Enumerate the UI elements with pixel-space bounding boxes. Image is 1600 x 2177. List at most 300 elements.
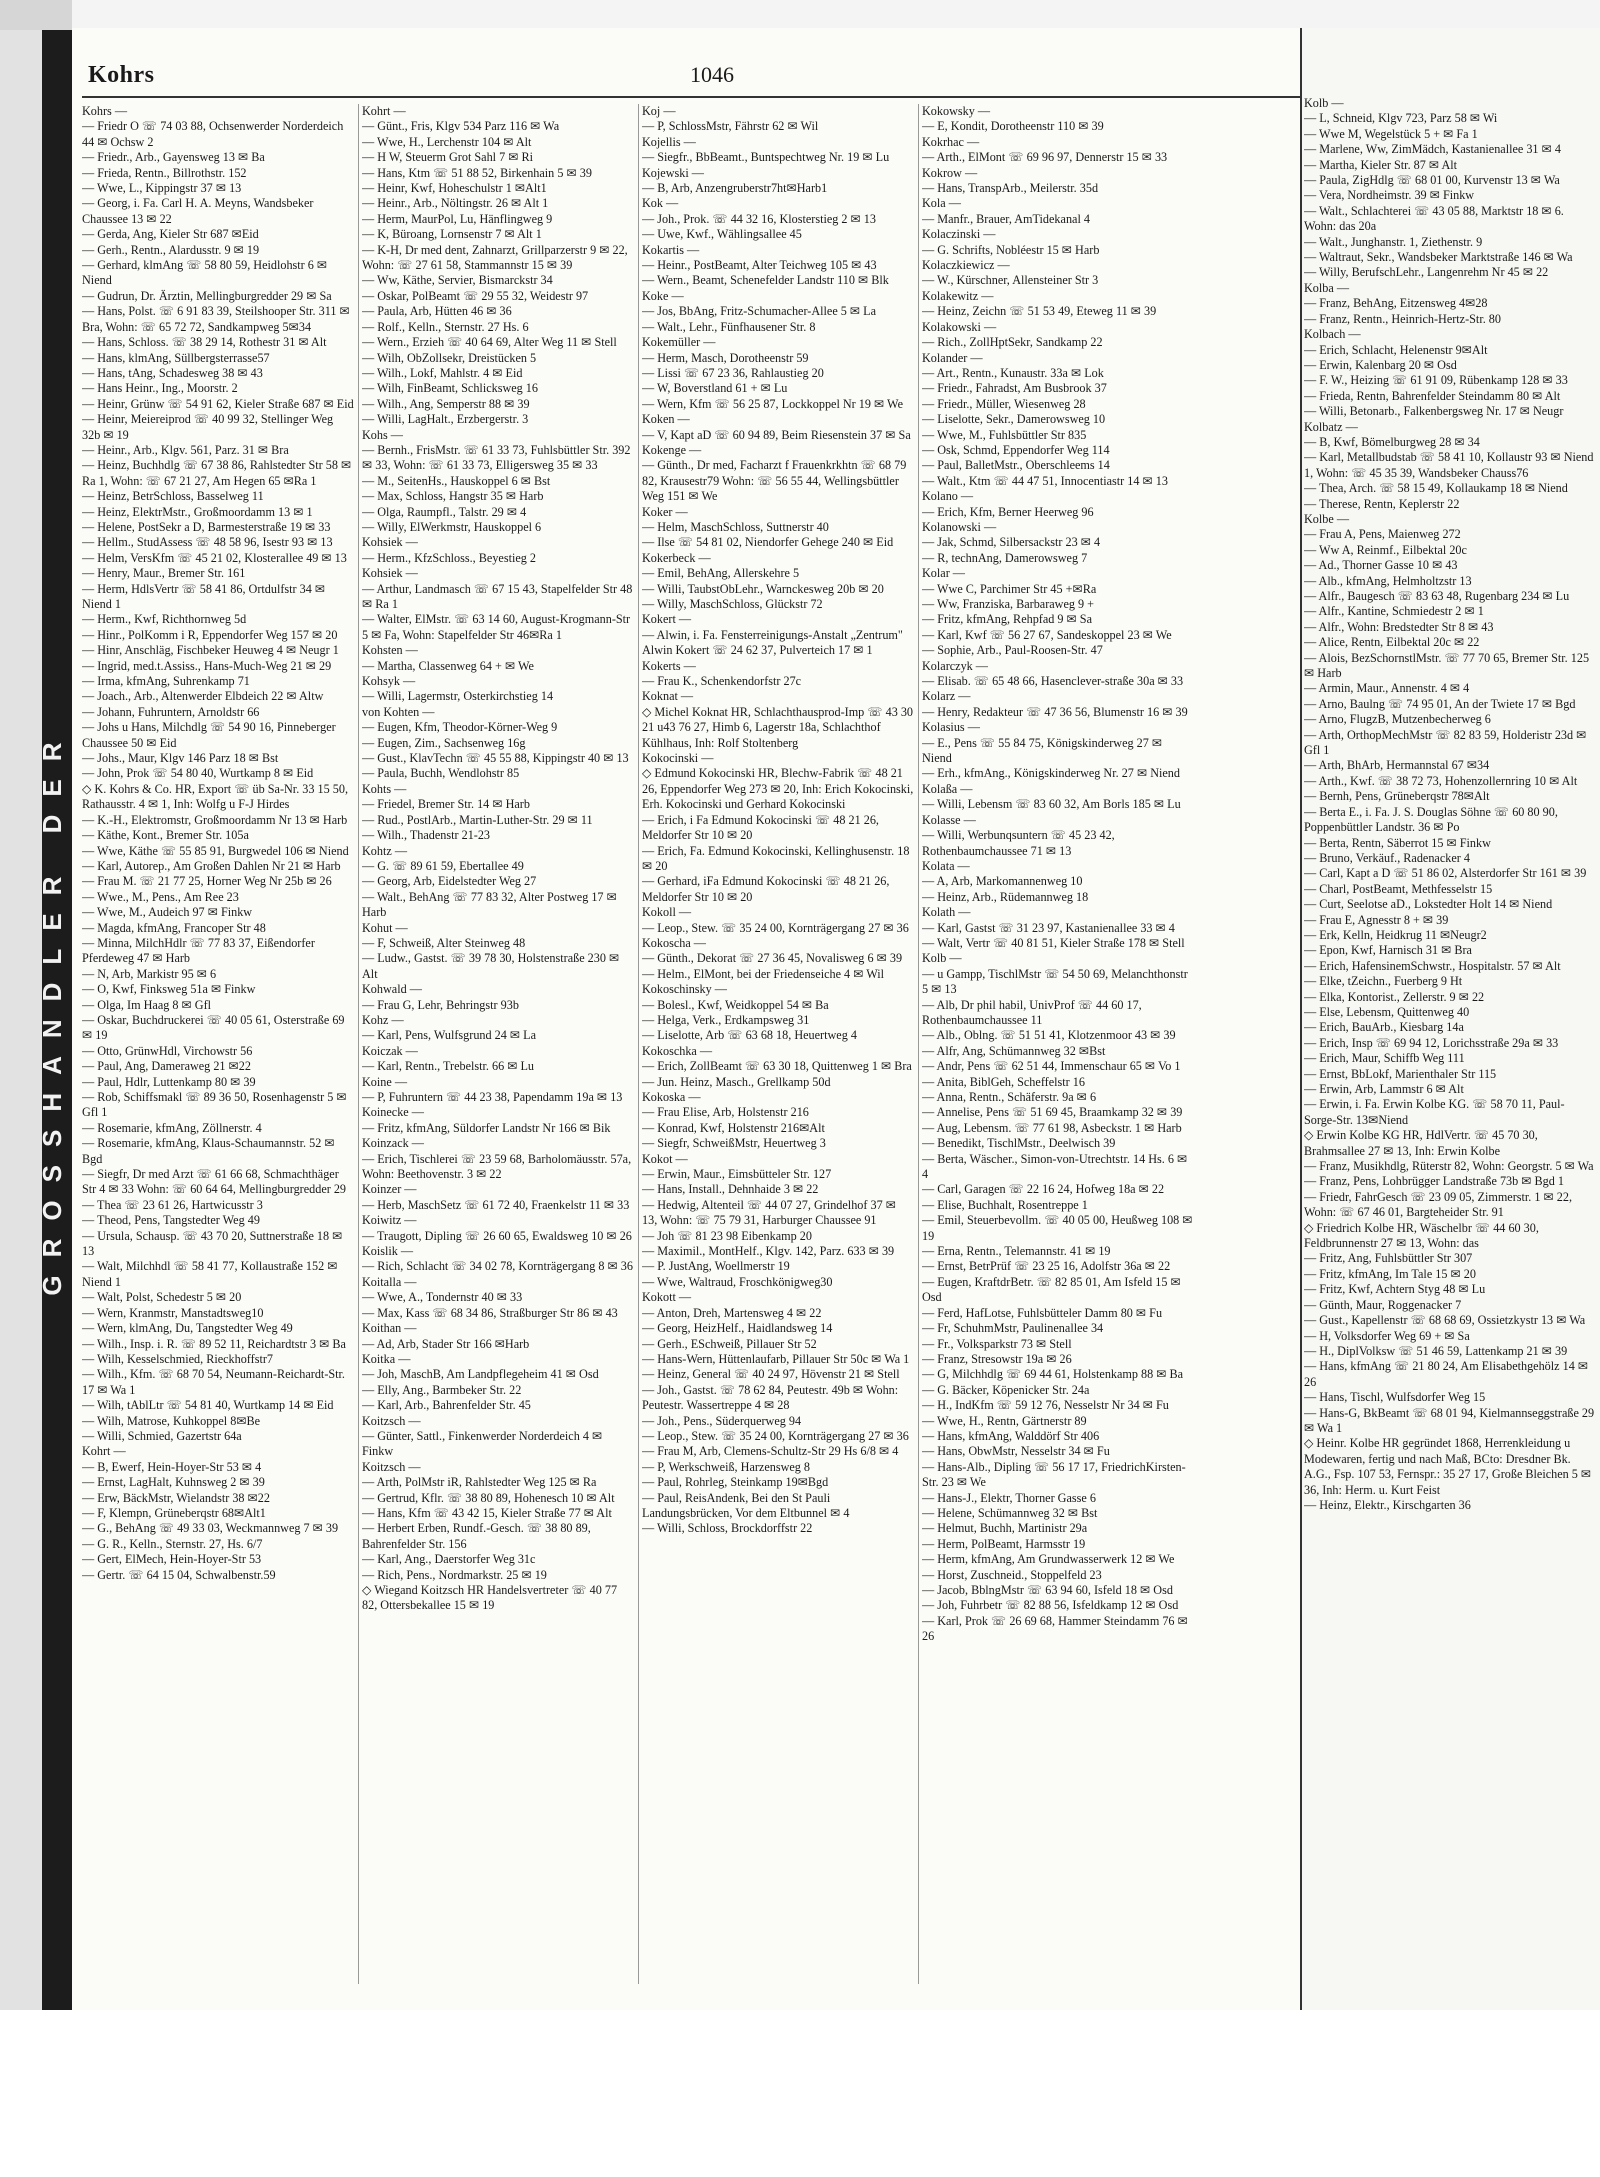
directory-entry: Kohsyk — (362, 674, 416, 689)
directory-entry: — Heinr., Arb., Klgv. 561, Parz. 31 ✉ Bra (82, 442, 289, 457)
directory-entry: — Heinr, Kwf, Hoheschulstr 1 ✉Alt1 (362, 181, 547, 196)
directory-entry: — G. Schrifts, Nobléestr 15 ✉ Harb (922, 242, 1100, 257)
directory-entry: — Johs u Hans, Milchdlg ☏ 54 90 16, Pinneberger Chaussee 50 ✉ Eid (82, 720, 336, 750)
directory-entry: — Heinz, Elektr., Kirschgarten 36 (1304, 1497, 1471, 1512)
directory-entry: — H., DiplVolksw ☏ 51 46 59, Lattenkamp 21 ✉ 39 (1304, 1343, 1568, 1358)
directory-entry: — Friedel, Bremer Str. 14 ✉ Harb (362, 797, 530, 812)
directory-entry: — Herm., KfzSchloss., Beyestieg 2 (362, 550, 536, 565)
directory-entry: — Rich., ZollHptSekr, Sandkamp 22 (922, 335, 1103, 350)
directory-entry: — Charl, PostBeamt, Methfesselstr 15 (1304, 881, 1493, 896)
directory-entry: — Else, Lebensm, Quittenweg 40 (1304, 1004, 1470, 1019)
directory-entry: Kokerbeck — (642, 550, 711, 565)
directory-entry: Kolasius — (922, 720, 980, 735)
directory-entry: Kolano — (922, 489, 974, 504)
directory-entry: — Franz, Rentn., Heinrich-Hertz-Str. 80 (1304, 311, 1501, 326)
directory-entry: — Irma, kfmAng, Suhrenkamp 71 (82, 674, 250, 689)
directory-entry: — Wilh, ObZollsekr, Dreistücken 5 (362, 350, 537, 365)
directory-entry: — Paula, Buchh, Wendlohstr 85 (362, 766, 520, 781)
directory-entry: — Joh., Gastst. ☏ 78 62 84, Peutestr. 49b ✉ Wohn: Peutestr. Wassertreppe 4 ✉ 28 (642, 1382, 899, 1413)
directory-entry: — Arth, OrthopMechMstr ☏ 82 83 59, Holderistr 23d ✉ Gfl 1 (1304, 727, 1587, 758)
directory-entry: — Georg, HeizHelf., Haidlandsweg 14 (642, 1321, 833, 1336)
directory-entry: — Benedikt, TischlMstr., Deelwisch 39 (922, 1136, 1116, 1151)
directory-entry: Kojellis — (642, 134, 696, 149)
directory-entry: — Walter, ElMstr. ☏ 63 14 60, August-Krogmann-Str 5 ✉ Fa, Wohn: Stapelfelder Str 46✉Ra 1 (362, 612, 631, 642)
directory-entry: — Günth., Dekorat ☏ 27 36 45, Novalisweg 6 ✉ 39 (642, 951, 903, 966)
directory-entry: — Art., Rentn., Kunaustr. 33a ✉ Lok (922, 365, 1104, 380)
directory-entry: — P, SchlossMstr, Fährstr 62 ✉ Wil (642, 119, 819, 134)
directory-entry: — Hellm., StudAssess ☏ 48 58 96, Isestr 93 ✉ 13 (82, 535, 333, 550)
directory-entry: — Martha, Kieler Str. 87 ✉ Alt (1304, 157, 1458, 172)
directory-entry: ◇ K. Kohrs & Co. HR, Export ☏ üb Sa-Nr. 33 15 50, Rathausstr. 4 ✉ 1, Inh: Wolfg u F-J Hirdes (82, 781, 348, 812)
column-divider (918, 104, 919, 1984)
directory-entry: — Anna, Rentn., Schäferstr. 9a ✉ 6 (922, 1090, 1097, 1104)
directory-entry: — G, Milchhdlg ☏ 69 44 61, Holstenkamp 88 ✉ Ba (922, 1367, 1184, 1382)
directory-entry: — O, Kwf, Finksweg 51a ✉ Finkw (82, 982, 256, 997)
directory-entry: — Vera, Nordheimstr. 39 ✉ Finkw (1304, 188, 1475, 203)
directory-entry: — Bolesl., Kwf, Weidkoppel 54 ✉ Ba (642, 997, 829, 1012)
directory-entry: — Gudrun, Dr. Ärztin, Mellingburgredder 29 ✉ Sa (82, 288, 332, 303)
directory-entry: — Annelise, Pens ☏ 51 69 45, Braamkamp 32 ✉ 39 (922, 1105, 1183, 1120)
directory-entry: — Joh., Pens., Süderquerweg 94 (642, 1413, 802, 1428)
directory-entry: — Ad., Thorner Gasse 10 ✉ 43 (1304, 558, 1458, 573)
directory-entry: — Heinz, ElektrMstr., Großmoordamm 13 ✉ 1 (82, 504, 313, 519)
directory-entry: — Hans, Ktm ☏ 51 88 52, Birkenhain 5 ✉ 39 (362, 165, 592, 180)
directory-entry: Kohsten — (362, 643, 418, 658)
directory-entry: — Wern, klmAng, Du, Tangstedter Weg 49 (82, 1321, 293, 1336)
directory-entry: Kohrt — (362, 104, 406, 118)
directory-entry: — Ilse ☏ 54 81 02, Niendorfer Gehege 240 ✉ Eid (642, 535, 894, 550)
directory-entry: — Gertr. ☏ 64 15 04, Schwalbenstr.59 (82, 1567, 276, 1582)
directory-entry: Kokowsky — (922, 104, 991, 118)
directory-entry: — Konrad, Kwf, Holstenstr 216✉Alt (642, 1120, 825, 1135)
directory-entry: Kolar — (922, 566, 965, 581)
directory-entry: — Siegfr, Dr med Arzt ☏ 61 66 68, Schmachthäger Str 4 ✉ 33 Wohn: ☏ 60 64 64, Mellingburgredder 29 (82, 1167, 347, 1197)
directory-entry: — Walt, Milchhdl ☏ 58 41 77, Kollaustraße 152 ✉ Niend 1 (82, 1259, 338, 1289)
directory-entry: — Heinr, Grünw ☏ 54 91 62, Kieler Straße 687 ✉ Eid (82, 396, 354, 411)
directory-entry: Koj — (642, 104, 676, 118)
directory-entry: — Henry, Redakteur ☏ 47 36 56, Blumenstr 16 ✉ 39 (922, 704, 1188, 719)
directory-entry: — Walt, Polst, Schedestr 5 ✉ 20 (82, 1290, 242, 1305)
directory-entry: — Fritz, kfmAng, Rehpfad 9 ✉ Sa (922, 612, 1092, 627)
directory-entry: — Andr, Pens ☏ 62 51 44, Immenschaur 65 ✉ Vo 1 (922, 1059, 1181, 1074)
directory-entry: — Fr., Volksparkstr 73 ✉ Stell (922, 1336, 1072, 1351)
directory-entry: — Otto, GrünwHdl, Virchowstr 56 (82, 1043, 253, 1058)
directory-entry: — Wwe, H., Lerchenstr 104 ✉ Alt (362, 134, 532, 149)
directory-entry: — E, Kondit, Dorotheenstr 110 ✉ 39 (922, 119, 1104, 134)
directory-entry: — Erich, ZollBeamt ☏ 63 30 18, Quittenweg 1 ✉ Bra (642, 1059, 912, 1074)
directory-entry: — Walt., Lehr., Fünfhausener Str. 8 (642, 319, 816, 334)
directory-entry: — Wwe C, Parchimer Str 45 +✉Ra (922, 581, 1097, 596)
directory-entry: — Hans-G, BkBeamt ☏ 68 01 94, Kielmannseggstraße 29 ✉ Wa 1 (1304, 1405, 1595, 1435)
directory-entry: — Elke, tZeichn., Fuerberg 9 Ht (1304, 974, 1463, 989)
directory-entry: Kolarz — (922, 689, 971, 704)
directory-entry: — Thea, Arch. ☏ 58 15 49, Kollaukamp 18 ✉ Niend (1304, 481, 1568, 496)
directory-entry: Kolata — (922, 858, 970, 873)
directory-entry: Kolaczinski — (922, 227, 996, 242)
directory-entry: — Gerhard, klmAng ☏ 58 80 59, Heidlohstr 6 ✉ Niend (82, 258, 328, 288)
directory-entry: — Wwe, A., Tondernstr 40 ✉ 33 (362, 1290, 523, 1305)
directory-entry: — H., IndKfm ☏ 59 12 76, Nesselstr Nr 34 ✉ Fu (922, 1398, 1169, 1413)
directory-column-2 (362, 104, 634, 1984)
directory-entry: Koitzsch — (362, 1459, 421, 1474)
directory-entry: — Erich, Schlacht, Helenenstr 9✉Alt (1304, 342, 1488, 357)
directory-entry: — Alwin, i. Fa. Fensterreinigungs-Anstalt „Zentrum" Alwin Kokert ☏ 24 62 37, Pulverteich 17 ✉ 1 (642, 627, 903, 658)
directory-entry: — W., Kürschner, Allensteiner Str 3 (922, 273, 1099, 288)
directory-entry: — Heinz, General ☏ 40 24 97, Hövenstr 21 ✉ Stell (642, 1367, 900, 1382)
directory-entry: — Wilh., Lokf, Mahlstr. 4 ✉ Eid (362, 365, 523, 380)
directory-entry: — Berta E., i. Fa. J. S. Douglas Söhne ☏ 60 80 90, Poppenbüttler Landstr. 36 ✉ Po (1304, 804, 1558, 835)
directory-entry: Kokocinski — (642, 751, 714, 766)
directory-entry: — Fritz, Kwf, Achtern Styg 48 ✉ Lu (1304, 1282, 1486, 1297)
directory-entry: — Theod, Pens, Tangstedter Weg 49 (82, 1213, 260, 1228)
directory-entry: — Wwe, M., Audeich 97 ✉ Finkw (82, 905, 253, 920)
directory-entry: — Erwin, i. Fa. Erwin Kolbe KG. ☏ 58 70 11, Paul-Sorge-Str. 13✉Niend (1304, 1097, 1565, 1127)
directory-entry: — Willi, TaubstObLehr., Warnckesweg 20b ✉ 20 (642, 581, 884, 596)
directory-entry: — Max, Schloss, Hangstr 35 ✉ Harb (362, 489, 544, 504)
directory-entry: — Helm., ElMont, bei der Friedenseiche 4 ✉ Wil (642, 966, 885, 981)
directory-entry: Kokoschka — (642, 1043, 713, 1058)
directory-entry: — Günth, Maur, Roggenacker 7 (1304, 1297, 1462, 1312)
directory-entry: — Rosemarie, kfmAng, Klaus-Schaumannstr. 52 ✉ Bgd (82, 1136, 335, 1166)
directory-entry: Kohz — (362, 1012, 404, 1027)
directory-entry: — Walt., BehAng ☏ 77 83 32, Alter Postweg 17 ✉ Harb (362, 889, 617, 920)
directory-entry: — Arth, PolMstr iR, Rahlstedter Weg 125 ✉ Ra (362, 1475, 597, 1490)
directory-entry: — Ursula, Schausp. ☏ 43 70 20, Suttnerstraße 18 ✉ 13 (82, 1228, 343, 1259)
directory-entry: — Bernh., FrisMstr. ☏ 61 33 73, Fuhlsbüttler Str. 392 ✉ 33, Wohn: ☏ 61 33 73, Elligersweg 35 ✉ 33 (362, 442, 631, 473)
directory-entry: — Paul, Ang, Dameraweg 21 ✉22 (82, 1059, 251, 1074)
directory-entry: Kohwald — (362, 982, 422, 997)
spine-label: GROSSHANDLER DER (37, 724, 67, 1296)
directory-entry: — Erh., kfmAng., Königskinderweg Nr. 27 ✉ Niend (922, 766, 1180, 781)
directory-entry: — Gerhard, iFa Edmund Kokocinski ☏ 48 21 26, Meldorfer Str 10 ✉ 20 (642, 874, 890, 904)
directory-entry: — Hedwig, Altenteil ☏ 44 07 27, Grindelhof 37 ✉ 13, Wohn: ☏ 75 79 31, Harburger Chaussee 91 (642, 1197, 896, 1228)
directory-entry: Koinecke — (362, 1105, 424, 1120)
directory-entry: — Jak, Schmd, Silbersackstr 23 ✉ 4 (922, 535, 1101, 550)
directory-entry: Kokoschinsky — (642, 982, 727, 997)
directory-entry: — Heinr., Arb., Nöltingstr. 26 ✉ Alt 1 (362, 196, 549, 211)
directory-entry: — Alois, BezSchornstlMstr. ☏ 77 70 65, Bremer Str. 125 ✉ Harb (1304, 650, 1590, 681)
directory-entry: — Gerda, Ang, Kieler Str 687 ✉Eid (82, 227, 259, 242)
directory-entry: — Franz, BehAng, Eitzensweg 4✉28 (1304, 296, 1488, 311)
directory-entry: — Jun. Heinz, Masch., Grellkamp 50d (642, 1074, 831, 1089)
directory-entry: — Emil, BehAng, Allerskehre 5 (642, 566, 800, 581)
directory-entry: — Helene, Schümannweg 32 ✉ Bst (922, 1505, 1098, 1520)
directory-entry: Kolakowski — (922, 319, 997, 334)
directory-entry: — Elisab. ☏ 65 48 66, Hasenclever-straße 30a ✉ 33 (922, 674, 1184, 689)
page-header-name: Kohrs (88, 62, 155, 88)
directory-entry: — Emil, Steuerbevollm. ☏ 40 05 00, Heußweg 108 ✉ 19 (922, 1213, 1193, 1243)
directory-entry: Koinzack — (362, 1136, 424, 1151)
directory-column-4 (922, 104, 1194, 1984)
directory-entry: — Alb., Oblng. ☏ 51 51 41, Klotzenmoor 43 ✉ 39 (922, 1028, 1176, 1043)
directory-entry: — Ad, Arb, Stader Str 166 ✉Harb (362, 1336, 530, 1351)
directory-entry: ◇ Erwin Kolbe KG HR, HdlVertr. ☏ 45 70 30, Brahmsallee 27 ✉ 13, Inh: Erwin Kolbe (1304, 1128, 1538, 1158)
directory-entry: — Frau E, Agnesstr 8 + ✉ 39 (1304, 912, 1449, 927)
directory-entry: — Olga, Raumpfl., Talstr. 29 ✉ 4 (362, 504, 527, 519)
directory-entry: — K-H, Dr med dent, Zahnarzt, Grillparzerstr 9 ✉ 22, Wohn: ☏ 27 61 58, Stammannstr 15 ✉ 39 (362, 242, 628, 273)
directory-entry: ◇ Michel Koknat HR, Schlachthausprod-Imp ☏ 43 30 21 u43 76 27, Himb 6, Lagerstr 18a, Schlachthof Kühlhaus, Inh: Rolf Stoltenberg (642, 704, 914, 750)
directory-entry: — Joh ☏ 81 23 98 Eibenkamp 20 (642, 1228, 812, 1243)
directory-entry: — Wern, Kfm ☏ 56 25 87, Lockkoppel Nr 19 ✉ We (642, 396, 903, 411)
directory-entry: — Erwin, Maur., Eimsbütteler Str. 127 (642, 1167, 832, 1182)
directory-entry: Kokert — (642, 612, 692, 627)
directory-entry: — Willy, MaschSchloss, Glückstr 72 (642, 597, 823, 611)
directory-entry: — Paul, BalletMstr., Oberschleems 14 (922, 458, 1110, 473)
directory-entry: — Rosemarie, kfmAng, Zöllnerstr. 4 (82, 1120, 262, 1135)
directory-entry: — Ww, Käthe, Servier, Bismarckstr 34 (362, 273, 553, 288)
directory-entry: Kolbatz — (1304, 419, 1358, 434)
header-rule (82, 96, 1302, 98)
directory-entry: — Heinz, Buchhdlg ☏ 67 38 86, Rahlstedter Str 58 ✉ Ra 1, Wohn: ☏ 67 21 27, Am Hegen 65 ✉Ra 1 (82, 458, 352, 488)
directory-entry: — Rolf., Kelln., Sternstr. 27 Hs. 6 (362, 319, 529, 334)
directory-entry: — Carl, Garagen ☏ 22 16 24, Hofweg 18a ✉ 22 (922, 1182, 1165, 1197)
directory-entry: Koiwitz — (362, 1213, 417, 1228)
directory-entry: — Hinr., PolKomm i R, Eppendorfer Weg 157 ✉ 20 (82, 627, 338, 642)
directory-entry: — Frieda, Rentn, Bahrenfelder Steindamm 80 ✉ Alt (1304, 388, 1561, 403)
directory-entry: — W, Boverstland 61 + ✉ Lu (642, 381, 788, 396)
directory-entry: — G. Bäcker, Köpenicker Str. 24a (922, 1382, 1090, 1397)
directory-entry: — Max, Kass ☏ 68 34 86, Straßburger Str 86 ✉ 43 (362, 1305, 618, 1320)
directory-entry: — Karl, Gastst ☏ 31 23 97, Kastanienallee 33 ✉ 4 (922, 920, 1175, 935)
directory-entry: — F, Klempn, Grüneberqstr 68✉Alt1 (82, 1505, 266, 1520)
directory-entry: — Erich, Insp ☏ 69 94 12, Lorichsstraße 29a ✉ 33 (1304, 1035, 1559, 1050)
directory-entry: — Erich, Tischlerei ☏ 23 59 68, Barholomäusstr. 57a, Wohn: Beethovenstr. 3 ✉ 22 (362, 1151, 632, 1182)
directory-entry: — Siegfr, SchweißMstr, Heuertweg 3 (642, 1136, 826, 1151)
scan-bottom-margin (0, 2010, 1600, 2177)
directory-entry: Kohsiek — (362, 566, 418, 581)
directory-entry: — Paul, Rohrleg, Steinkamp 19✉Bgd (642, 1475, 829, 1490)
directory-entry: — Käthe, Kont., Bremer Str. 105a (82, 828, 249, 843)
directory-entry: — Eugen, Zim., Sachsenweg 16g (362, 735, 526, 750)
directory-entry: ◇ Edmund Kokocinski HR, Blechw-Fabrik ☏ 48 21 26, Eppendorfer Weg 273 ✉ 20, Inh: Erich Kokocinski, Erh. Kokocinski und Gerhard Kokocinski (642, 766, 914, 812)
directory-entry: — Erwin, Kalenbarg 20 ✉ Osd (1304, 357, 1457, 372)
directory-entry: ◇ Friedrich Kolbe HR, Wäschelbr ☏ 44 60 30, Feldbrunnenstr 27 ✉ 13, Wohn: das (1304, 1220, 1539, 1251)
directory-entry: — Georg, i. Fa. Carl H. A. Meyns, Wandsbeker Chaussee 13 ✉ 22 (82, 196, 314, 226)
directory-entry: — Marlene, Ww, ZimMädch, Kastanienallee 31 ✉ 4 (1304, 142, 1561, 157)
directory-entry: — Herm., Kwf, Richthornweg 5d (82, 612, 247, 627)
directory-entry: — Wern, Kranmstr, Manstadtsweg10 (82, 1305, 264, 1320)
directory-entry: — Erw, BäckMstr, Wielandstr 38 ✉22 (82, 1490, 270, 1505)
directory-entry: Kokot — (642, 1151, 688, 1166)
directory-entry: — Rich, Pens., Nordmarkstr. 25 ✉ 19 (362, 1567, 547, 1582)
directory-entry: — Ww, Franziska, Barbaraweg 9 + (922, 597, 1095, 611)
directory-entry: — Traugott, Dipling ☏ 26 60 65, Ewaldsweg 10 ✉ 26 (362, 1228, 632, 1243)
directory-entry: — Ludw., Gastst. ☏ 39 78 30, Holstenstraße 230 ✉ Alt (362, 951, 620, 981)
directory-entry: — P, Fuhruntern ☏ 44 23 38, Papendamm 19a ✉ 13 (362, 1090, 623, 1104)
directory-entry: — Ernst, BbLokf, Marienthaler Str 115 (1304, 1066, 1497, 1081)
directory-column-3 (642, 104, 914, 1984)
directory-entry: — Frau M, Arb, Clemens-Schultz-Str 29 Hs 6/8 ✉ 4 (642, 1444, 899, 1459)
directory-entry: — Gerh., Rentn., Alardusstr. 9 ✉ 19 (82, 242, 260, 257)
directory-entry: Koitzsch — (362, 1413, 421, 1428)
directory-entry: — Willi, Lebensm ☏ 83 60 32, Am Borls 185 ✉ Lu (922, 797, 1181, 812)
directory-entry: Kolasse — (922, 812, 976, 827)
directory-entry: — Wilh., Insp. i. R. ☏ 89 52 11, Reichardtstr 3 ✉ Ba (82, 1336, 346, 1351)
directory-entry: — Wilh, Matrose, Kuhkoppel 8✉Be (82, 1413, 261, 1428)
directory-entry: — Joh., Prok. ☏ 44 32 16, Klosterstieg 2 ✉ 13 (642, 211, 876, 226)
directory-entry: — Herb, MaschSetz ☏ 61 72 40, Fraenkelstr 11 ✉ 33 (362, 1197, 630, 1212)
directory-entry: — Erich, i Fa Edmund Kokocinski ☏ 48 21 26, Meldorfer Str 10 ✉ 20 (642, 812, 879, 843)
directory-entry: — Alfr., Wohn: Bredstedter Str 8 ✉ 43 (1304, 619, 1494, 634)
directory-entry: — Arth., Kwf. ☏ 38 72 73, Hohenzollernring 10 ✉ Alt (1304, 773, 1578, 788)
directory-entry: — Herm, Masch, Dorotheenstr 59 (642, 350, 809, 365)
directory-entry: — Anton, Dreh, Martensweg 4 ✉ 22 (642, 1305, 822, 1320)
directory-entry: — Erwin, Arb, Lammstr 6 ✉ Alt (1304, 1082, 1464, 1096)
directory-entry: Kokott — (642, 1290, 692, 1305)
directory-entry: — Frau Elise, Arb, Holstenstr 216 (642, 1105, 809, 1120)
directory-entry: — Hans, kfmAng ☏ 21 80 24, Am Elisabethgehölz 14 ✉ 26 (1304, 1359, 1589, 1389)
directory-entry: — Rob, Schiffsmakl ☏ 89 36 50, Rosenhagenstr 5 ✉ Gfl 1 (82, 1090, 347, 1120)
directory-entry: — Willi, Schloss, Brockdorffstr 22 (642, 1521, 813, 1536)
directory-entry: — Jacob, BblngMstr ☏ 63 94 60, Isfeld 18 ✉ Osd (922, 1583, 1173, 1597)
directory-entry: — Gerh., ESchweiß, Pillauer Str 52 (642, 1336, 817, 1351)
directory-entry: — Erna, Rentn., Telemannstr. 41 ✉ 19 (922, 1244, 1111, 1259)
directory-entry: — Heinz, Zeichn ☏ 51 53 49, Eteweg 11 ✉ 39 (922, 304, 1157, 319)
directory-entry: — Arno, Baulng ☏ 74 95 01, An der Twiete 17 ✉ Bgd (1304, 696, 1576, 711)
directory-entry: — Willi, Betonarb., Falkenbergsweg Nr. 17 ✉ Neugr (1304, 404, 1564, 419)
directory-entry: — Karl, Pens, Wulfsgrund 24 ✉ La (362, 1028, 537, 1043)
directory-entry: — Joh, MaschB, Am Landpflegeheim 41 ✉ Osd (362, 1367, 599, 1382)
directory-entry: — G. ☏ 89 61 59, Ebertallee 49 (362, 858, 524, 873)
directory-entry: — Alfr, Ang, Schümannweg 32 ✉Bst (922, 1043, 1106, 1058)
directory-entry: — Franz, Musikhdlg, Rüterstr 82, Wohn: Georgstr. 5 ✉ Wa (1304, 1159, 1594, 1174)
directory-entry: von Kohten — (362, 704, 435, 719)
directory-entry: — Horst, Zuschneid., Stoppelfeld 23 (922, 1567, 1102, 1582)
directory-entry: — Elise, Buchhalt, Rosentreppe 1 (922, 1197, 1088, 1212)
directory-entry: — Friedr O ☏ 74 03 88, Ochsenwerder Norderdeich 44 ✉ Ochsw 2 (82, 119, 344, 149)
directory-entry: — Gust., Kapellenstr ☏ 68 68 69, Ossietzkystr 13 ✉ Wa (1304, 1313, 1586, 1328)
directory-entry: — Elly, Ang., Barmbeker Str. 22 (362, 1382, 522, 1397)
column-divider (358, 104, 359, 1984)
directory-entry: Kohs — (362, 427, 403, 442)
directory-entry: — Frau M. ☏ 21 77 25, Horner Weg Nr 25b ✉ 26 (82, 874, 332, 889)
directory-entry: Koker — (642, 504, 688, 519)
directory-entry: Kolander — (922, 350, 983, 365)
directory-entry: — Günt., Fris, Klgv 534 Parz 116 ✉ Wa (362, 119, 560, 134)
directory-entry: — Johann, Fuhruntern, Arnoldstr 66 (82, 704, 260, 719)
directory-entry: — Alice, Rentn, Eilbektal 20c ✉ 22 (1304, 635, 1480, 650)
directory-entry: — Willi, Lagermstr, Osterkirchstieg 14 (362, 689, 554, 704)
directory-entry: — P, Werkschweiß, Harzensweg 8 (642, 1459, 811, 1474)
directory-entry: — Herm, PolBeamt, Harmsstr 19 (922, 1536, 1086, 1551)
directory-entry: — Erich, HafensinemSchwstr., Hospitalstr. 57 ✉ Alt (1304, 958, 1561, 973)
directory-entry: Kokartis — (642, 242, 700, 257)
directory-entry: — Helm, VersKfm ☏ 45 21 02, Klosterallee 49 ✉ 13 (82, 550, 347, 565)
directory-entry: — Bernh, Pens, Grüneberqstr 78✉Alt (1304, 789, 1490, 804)
directory-entry: — Karl, Kwf ☏ 56 27 67, Sandeskoppel 23 ✉ We (922, 627, 1172, 642)
directory-entry: — Willy, BerufschLehr., Langenrehm Nr 45 ✉ 22 (1304, 265, 1549, 280)
directory-entry: — Paul, ReisAndenk, Bei den St Pauli Landungsbrücken, Vor dem Eltbunnel ✉ 4 (642, 1490, 850, 1520)
directory-entry: — Friedr, FahrGesch ☏ 23 09 05, Zimmerstr. 1 ✉ 22, Wohn: ☏ 67 46 01, Bargteheider Str. 91 (1304, 1189, 1573, 1220)
directory-entry: — Maximil., MontHelf., Klgv. 142, Parz. 633 ✉ 39 (642, 1244, 895, 1259)
directory-entry: — Heinz, Arb., Rüdemannweg 18 (922, 889, 1089, 904)
directory-entry: — Helga, Verk., Erdkampsweg 31 (642, 1012, 810, 1027)
directory-entry: Kolaßa — (922, 781, 973, 796)
directory-entry: — Willi, Werbunqsuntern ☏ 45 23 42, Rothenbaumchaussee 71 ✉ 13 (922, 828, 1115, 858)
directory-entry: — Günth., Dr med, Facharzt f Frauenkrkhtn ☏ 68 79 82, Krausestr79 Wohn: ☏ 56 55 44, Wellingsbüttler Weg 151 ✉ We (642, 458, 907, 504)
directory-entry: — Wilh, tAblLtr ☏ 54 81 40, Wurtkamp 14 ✉ Eid (82, 1398, 334, 1413)
directory-entry: Kolb — (922, 951, 962, 966)
directory-entry: — Herbert Erben, Rundf.-Gesch. ☏ 38 80 89, Bahrenfelder Str. 156 (362, 1521, 591, 1551)
directory-entry: — Siegfr., BbBeamt., Buntspechtweg Nr. 19 ✉ Lu (642, 150, 890, 165)
directory-entry: — Herm, MaurPol, Lu, Hänflingweg 9 (362, 211, 553, 226)
directory-entry: — Lissi ☏ 67 23 36, Rahlaustieg 20 (642, 365, 824, 380)
directory-entry: — Wwe, Waltraud, Froschkönigweg30 (642, 1274, 833, 1289)
directory-entry: — Erich, Maur, Schiffb Weg 111 (1304, 1051, 1465, 1066)
directory-entry: — Helm, MaschSchloss, Suttnerstr 40 (642, 519, 829, 534)
directory-entry: — Willi, Schmied, Gazertstr 64a (82, 1428, 242, 1443)
directory-entry: — F, Schweiß, Alter Steinweg 48 (362, 935, 526, 950)
directory-entry: — E., Pens ☏ 55 84 75, Königskinderweg 27 ✉ Niend (922, 735, 1163, 766)
directory-entry: — Thea ☏ 23 61 26, Hartwicusstr 3 (82, 1197, 263, 1212)
directory-entry: Kolaczkiewicz — (922, 258, 1010, 273)
directory-entry: Kokenge — (642, 442, 702, 457)
directory-entry: — Fr, SchuhmMstr, Paulinenallee 34 (922, 1321, 1104, 1336)
next-page-column (1304, 96, 1596, 1986)
directory-entry: — Berta, Rentn, Säberrot 15 ✉ Finkw (1304, 835, 1491, 850)
directory-entry: — Elka, Kontorist., Zellerstr. 9 ✉ 22 (1304, 989, 1485, 1004)
directory-entry: — Hans-Alb., Dipling ☏ 56 17 17, FriedrichKirsten-Str. 23 ✉ We (922, 1459, 1186, 1490)
directory-entry: — Hinr, Anschläg, Fischbeker Heuweg 4 ✉ Neugr 1 (82, 643, 339, 658)
directory-entry: — Karl, Prok ☏ 26 69 68, Hammer Steindamm 76 ✉ 26 (922, 1613, 1188, 1644)
directory-entry: — Walt., Ktm ☏ 44 47 51, Innocentiastr 14 ✉ 13 (922, 473, 1168, 488)
directory-entry: Kohsiek — (362, 535, 418, 550)
directory-entry: Kohtz — (362, 843, 408, 858)
directory-entry: — Hans, tAng, Schadesweg 38 ✉ 43 (82, 365, 263, 380)
directory-entry: Kolbe — (1304, 511, 1350, 526)
directory-entry: Kokoscha — (642, 935, 706, 950)
directory-entry: — Gertrud, Kflr. ☏ 38 80 89, Hohenesch 10 ✉ Alt (362, 1490, 615, 1505)
directory-entry: — Karl, Rentn., Trebelstr. 66 ✉ Lu (362, 1059, 535, 1074)
directory-entry: — Hans, Polst. ☏ 6 91 83 39, Steilshooper Str. 311 ✉ Bra, Wohn: ☏ 65 72 72, Sandkampweg 5✉34 (82, 304, 350, 334)
directory-entry: — Wwe, M., Fuhlsbüttler Str 835 (922, 427, 1087, 442)
directory-entry: — Jos, BbAng, Fritz-Schumacher-Allee 5 ✉ La (642, 304, 877, 319)
directory-entry: Koken — (642, 412, 690, 427)
directory-entry: — Liselotte, Sekr., Damerowsweg 10 (922, 412, 1106, 427)
directory-entry: — Gert, ElMech, Hein-Hoyer-Str 53 (82, 1552, 262, 1567)
directory-entry: — Erk, Kelln, Heidkrug 11 ✉Neugr2 (1304, 927, 1487, 942)
directory-entry: — Wilh., Thadenstr 21-23 (362, 828, 491, 843)
directory-entry: — Hans, kfmAng, Walddörf Str 406 (922, 1428, 1100, 1443)
directory-entry: Kolba — (1304, 280, 1350, 295)
directory-column-1 (82, 104, 354, 1984)
directory-entry: — Hans-J., Elektr, Thorner Gasse 6 (922, 1490, 1096, 1505)
directory-entry: — Herm, kfmAng, Am Grundwasserwerk 12 ✉ We (922, 1552, 1175, 1567)
directory-entry: — Alfr., Kantine, Schmiedestr 2 ✉ 1 (1304, 604, 1484, 619)
directory-entry: — Alb, Dr phil habil, UnivProf ☏ 44 60 17, Rothenbaumchaussee 11 (922, 997, 1142, 1027)
directory-entry: — Berta, Wäscher., Simon-von-Utrechtstr. 14 Hs. 6 ✉ 4 (922, 1151, 1188, 1182)
directory-entry: — Arth., ElMont ☏ 69 96 97, Dennerstr 15 ✉ 33 (922, 150, 1168, 165)
directory-entry: — Wilh, Kesselschmied, Rieckhoffstr7 (82, 1351, 273, 1366)
directory-entry: Kohts — (362, 781, 407, 796)
directory-entry: — Leop., Stew. ☏ 35 24 00, Kornträgergang 27 ✉ 36 (642, 1428, 909, 1443)
directory-entry: Kokerts — (642, 658, 696, 673)
column-divider (638, 104, 639, 1984)
directory-entry: — N, Arb, Markistr 95 ✉ 6 (82, 966, 217, 981)
directory-entry: — Liselotte, Arb ☏ 63 68 18, Heuertweg 4 (642, 1028, 857, 1043)
directory-entry: — Friedr., Müller, Wiesenweg 28 (922, 396, 1086, 411)
directory-entry: — Ernst, BetrPrüf ☏ 23 25 16, Adolfstr 36a ✉ 22 (922, 1259, 1171, 1274)
directory-entry: Kokrow — (922, 165, 978, 180)
scan-top-margin (0, 0, 1600, 28)
directory-entry: — Willi, LagHalt., Erzbergerstr. 3 (362, 412, 529, 427)
directory-entry: — Ferd, HafLotse, Fuhlsbütteler Damm 80 ✉ Fu (922, 1305, 1163, 1320)
directory-entry: Kokoska — (642, 1090, 701, 1104)
directory-entry: — Rud., PostlArb., Martin-Luther-Str. 29 ✉ 11 (362, 812, 593, 827)
directory-entry: — K.-H., Elektromstr, Großmoordamm Nr 13 ✉ Harb (82, 812, 348, 827)
directory-entry: Kok — (642, 196, 679, 211)
directory-entry: — Frau K., Schenkendorfstr 27c (642, 674, 802, 689)
